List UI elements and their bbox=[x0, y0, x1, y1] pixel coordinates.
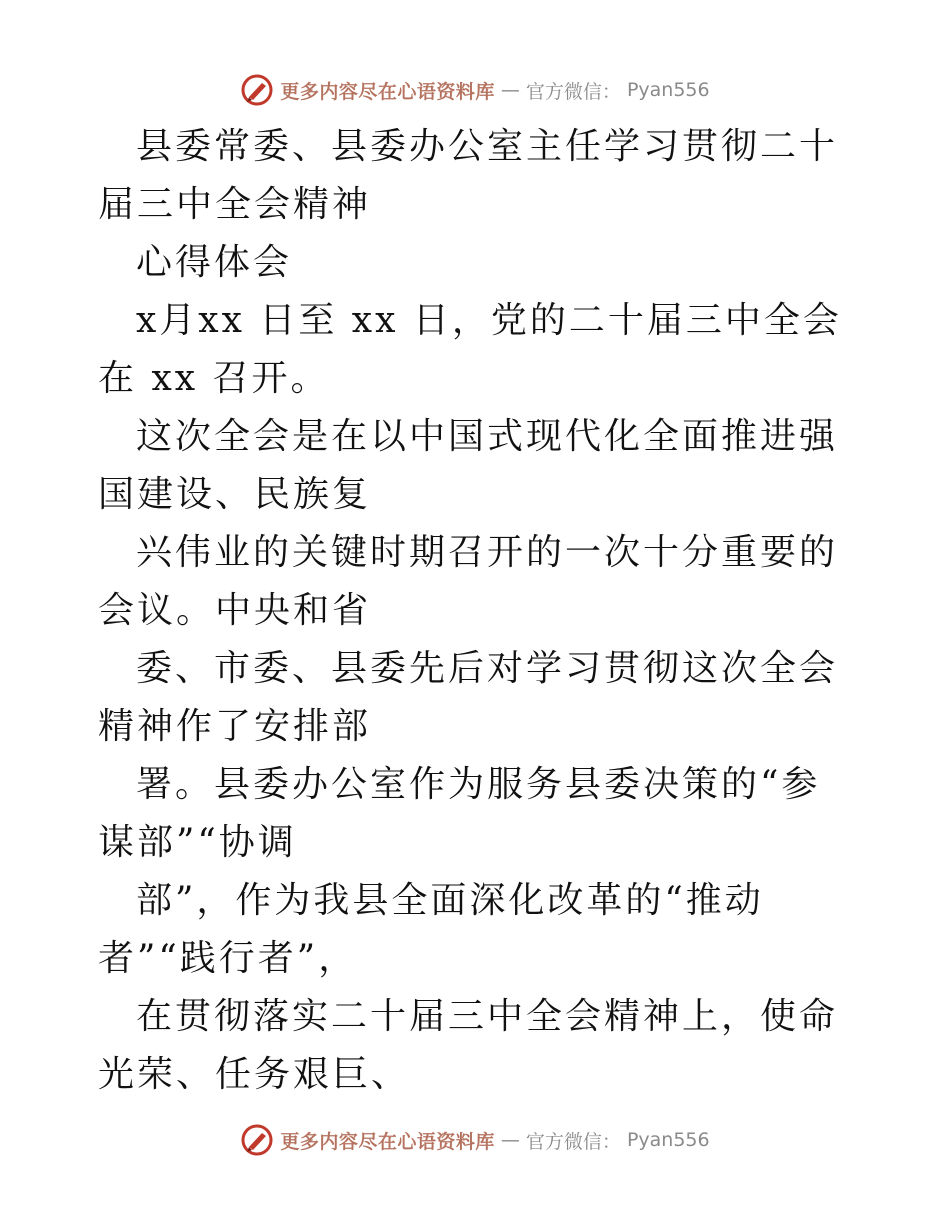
watermark-dash: — bbox=[500, 79, 520, 101]
pen-logo-icon bbox=[240, 1123, 274, 1157]
pen-logo-icon bbox=[240, 73, 274, 107]
watermark-wechat-label: 官方微信： bbox=[525, 80, 621, 103]
watermark-wechat-label: 官方微信： bbox=[525, 1130, 621, 1153]
paragraph: x月xx 日至 xx 日，党的二十届三中全会在 xx 召开。 bbox=[98, 300, 842, 399]
watermark-wechat-id: Pyan556 bbox=[626, 1129, 710, 1151]
document-body bbox=[98, 118, 858, 1104]
footer-watermark bbox=[0, 1120, 950, 1160]
watermark-site-text: 更多内容尽在心语资料库 bbox=[280, 80, 495, 103]
paragraph: 委、市委、县委先后对学习贯彻这次全会精神作了安排部 bbox=[98, 648, 839, 747]
paragraph-subtitle: 心得体会 bbox=[136, 242, 293, 283]
paragraph: 在贯彻落实二十届三中全会精神上，使命光荣、任务艰巨、 bbox=[98, 996, 839, 1095]
watermark-wechat-id: Pyan556 bbox=[626, 79, 710, 101]
paragraph: 署。县委办公室作为服务县委决策的“参谋部”“协调 bbox=[98, 764, 821, 863]
header-watermark bbox=[0, 70, 950, 110]
paragraph-title: 县委常委、县委办公室主任学习贯彻二十届三中全会精神 bbox=[98, 126, 839, 225]
paragraph: 这次全会是在以中国式现代化全面推进强国建设、民族复 bbox=[98, 416, 839, 515]
paragraph: 兴伟业的关键时期召开的一次十分重要的会议。中央和省 bbox=[98, 532, 839, 631]
watermark-site-text: 更多内容尽在心语资料库 bbox=[280, 1130, 495, 1153]
paragraph: 部”，作为我县全面深化改革的“推动者”“践行者”， bbox=[98, 880, 764, 979]
watermark-dash: — bbox=[500, 1129, 520, 1151]
